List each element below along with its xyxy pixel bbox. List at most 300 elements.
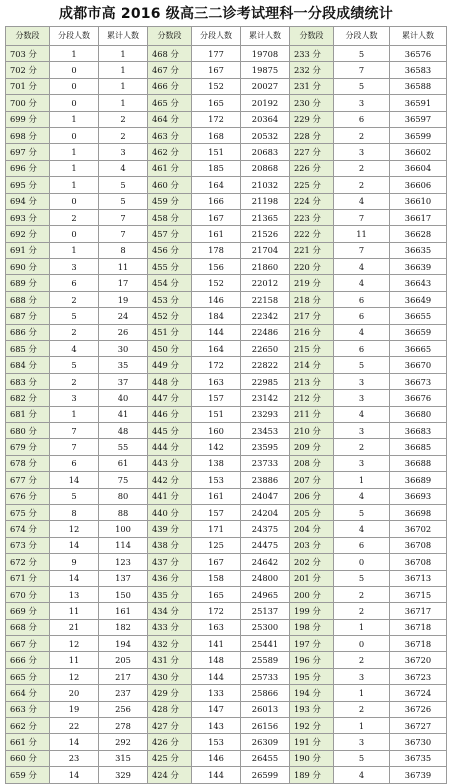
count-cell: 164 <box>192 177 241 193</box>
table-row <box>6 652 447 668</box>
score-cell: 674 分 <box>6 521 50 537</box>
score-cell: 440 分 <box>148 504 192 520</box>
score-cell: 442 分 <box>148 472 192 488</box>
cumulative-cell: 36597 <box>390 111 447 127</box>
count-cell: 1 <box>50 177 99 193</box>
cumulative-cell: 24 <box>99 308 148 324</box>
count-cell: 1 <box>50 46 99 62</box>
table-row <box>6 406 447 422</box>
score-cell: 431 分 <box>148 652 192 668</box>
score-cell: 430 分 <box>148 668 192 684</box>
cumulative-cell: 36726 <box>390 701 447 717</box>
score-cell: 205 分 <box>290 504 334 520</box>
table-row <box>6 603 447 619</box>
table-row <box>6 259 447 275</box>
cumulative-cell: 100 <box>99 521 148 537</box>
cumulative-cell: 36730 <box>390 734 447 750</box>
score-cell: 218 分 <box>290 291 334 307</box>
cumulative-cell: 1 <box>99 46 148 62</box>
count-cell: 157 <box>192 390 241 406</box>
count-cell: 167 <box>192 209 241 225</box>
count-cell: 148 <box>192 652 241 668</box>
count-cell: 2 <box>334 127 390 143</box>
cumulative-cell: 61 <box>99 455 148 471</box>
cumulative-cell: 23293 <box>241 406 290 422</box>
cumulative-cell: 1 <box>99 62 148 78</box>
cumulative-cell: 36708 <box>390 554 447 570</box>
table-row <box>6 701 447 717</box>
cumulative-cell: 22985 <box>241 373 290 389</box>
score-cell: 684 分 <box>6 357 50 373</box>
cumulative-cell: 25589 <box>241 652 290 668</box>
score-cell: 662 分 <box>6 718 50 734</box>
cumulative-cell: 36602 <box>390 144 447 160</box>
score-cell: 454 分 <box>148 275 192 291</box>
score-cell: 697 分 <box>6 144 50 160</box>
count-cell: 2 <box>50 373 99 389</box>
cumulative-cell: 5 <box>99 193 148 209</box>
cumulative-cell: 36617 <box>390 209 447 225</box>
cumulative-cell: 30 <box>99 341 148 357</box>
cumulative-cell: 23733 <box>241 455 290 471</box>
count-cell: 167 <box>192 62 241 78</box>
cumulative-cell: 5 <box>99 177 148 193</box>
cumulative-cell: 24047 <box>241 488 290 504</box>
score-cell: 213 分 <box>290 373 334 389</box>
count-cell: 14 <box>50 734 99 750</box>
score-cell: 664 分 <box>6 685 50 701</box>
cumulative-cell: 22158 <box>241 291 290 307</box>
cumulative-cell: 36583 <box>390 62 447 78</box>
cumulative-cell: 36676 <box>390 390 447 406</box>
score-cell: 230 分 <box>290 95 334 111</box>
cumulative-cell: 36727 <box>390 718 447 734</box>
count-cell: 1 <box>334 619 390 635</box>
table-body <box>6 46 447 784</box>
cumulative-cell: 88 <box>99 504 148 520</box>
count-cell: 2 <box>50 324 99 340</box>
cumulative-cell: 22486 <box>241 324 290 340</box>
score-cell: 701 分 <box>6 78 50 94</box>
cumulative-cell: 21526 <box>241 226 290 242</box>
count-cell: 5 <box>334 46 390 62</box>
count-cell: 165 <box>192 95 241 111</box>
cumulative-cell: 36680 <box>390 406 447 422</box>
table-row <box>6 718 447 734</box>
score-cell: 447 分 <box>148 390 192 406</box>
score-cell: 450 分 <box>148 341 192 357</box>
count-cell: 20 <box>50 685 99 701</box>
score-cell: 220 分 <box>290 259 334 275</box>
table-row <box>6 554 447 570</box>
count-cell: 2 <box>334 439 390 455</box>
cumulative-cell: 21365 <box>241 209 290 225</box>
cumulative-cell: 36665 <box>390 341 447 357</box>
cumulative-cell: 36685 <box>390 439 447 455</box>
score-cell: 229 分 <box>290 111 334 127</box>
count-cell: 3 <box>334 144 390 160</box>
table-row <box>6 455 447 471</box>
score-cell: 427 分 <box>148 718 192 734</box>
count-cell: 168 <box>192 127 241 143</box>
count-cell: 2 <box>334 701 390 717</box>
count-cell: 5 <box>50 357 99 373</box>
cumulative-cell: 23142 <box>241 390 290 406</box>
cumulative-cell: 24475 <box>241 537 290 553</box>
cumulative-cell: 40 <box>99 390 148 406</box>
cumulative-cell: 36670 <box>390 357 447 373</box>
table-row <box>6 636 447 652</box>
count-cell: 0 <box>334 554 390 570</box>
count-cell: 13 <box>50 586 99 602</box>
score-cell: 225 分 <box>290 177 334 193</box>
count-cell: 144 <box>192 668 241 684</box>
score-cell: 226 分 <box>290 160 334 176</box>
cumulative-cell: 24204 <box>241 504 290 520</box>
score-cell: 683 分 <box>6 373 50 389</box>
cumulative-cell: 25137 <box>241 603 290 619</box>
count-cell: 1 <box>50 242 99 258</box>
score-cell: 441 分 <box>148 488 192 504</box>
count-cell: 4 <box>334 324 390 340</box>
cumulative-cell: 36698 <box>390 504 447 520</box>
count-cell: 185 <box>192 160 241 176</box>
score-cell: 467 分 <box>148 62 192 78</box>
score-cell: 681 分 <box>6 406 50 422</box>
table-row <box>6 750 447 766</box>
cumulative-cell: 36649 <box>390 291 447 307</box>
cumulative-cell: 3 <box>99 144 148 160</box>
count-cell: 1 <box>50 160 99 176</box>
header-score: 分数段 <box>6 27 50 46</box>
score-cell: 464 分 <box>148 111 192 127</box>
count-cell: 147 <box>192 701 241 717</box>
score-cell: 204 分 <box>290 521 334 537</box>
count-cell: 1 <box>50 144 99 160</box>
cumulative-cell: 19875 <box>241 62 290 78</box>
cumulative-cell: 24642 <box>241 554 290 570</box>
count-cell: 0 <box>50 95 99 111</box>
count-cell: 4 <box>334 488 390 504</box>
score-cell: 446 分 <box>148 406 192 422</box>
count-cell: 166 <box>192 193 241 209</box>
count-cell: 14 <box>50 472 99 488</box>
cumulative-cell: 21198 <box>241 193 290 209</box>
cumulative-cell: 25441 <box>241 636 290 652</box>
count-cell: 151 <box>192 144 241 160</box>
score-cell: 690 分 <box>6 259 50 275</box>
header-cumulative: 累计人数 <box>99 27 148 46</box>
score-cell: 692 分 <box>6 226 50 242</box>
count-cell: 5 <box>334 570 390 586</box>
table-row <box>6 46 447 62</box>
cumulative-cell: 19 <box>99 291 148 307</box>
header-count: 分段人数 <box>50 27 99 46</box>
score-cell: 686 分 <box>6 324 50 340</box>
cumulative-cell: 36689 <box>390 472 447 488</box>
score-cell: 429 分 <box>148 685 192 701</box>
cumulative-cell: 22822 <box>241 357 290 373</box>
header-score: 分数段 <box>290 27 334 46</box>
count-cell: 3 <box>334 422 390 438</box>
table-row <box>6 209 447 225</box>
cumulative-cell: 2 <box>99 111 148 127</box>
count-cell: 5 <box>334 78 390 94</box>
score-cell: 665 分 <box>6 668 50 684</box>
count-cell: 1 <box>50 406 99 422</box>
count-cell: 161 <box>192 226 241 242</box>
cumulative-cell: 237 <box>99 685 148 701</box>
cumulative-cell: 150 <box>99 586 148 602</box>
count-cell: 12 <box>50 521 99 537</box>
cumulative-cell: 36673 <box>390 373 447 389</box>
score-cell: 661 分 <box>6 734 50 750</box>
cumulative-cell: 329 <box>99 767 148 783</box>
count-cell: 172 <box>192 357 241 373</box>
score-cell: 214 分 <box>290 357 334 373</box>
count-cell: 146 <box>192 750 241 766</box>
score-cell: 434 分 <box>148 603 192 619</box>
score-cell: 194 分 <box>290 685 334 701</box>
cumulative-cell: 36639 <box>390 259 447 275</box>
score-cell: 672 分 <box>6 554 50 570</box>
count-cell: 11 <box>334 226 390 242</box>
count-cell: 3 <box>334 373 390 389</box>
score-cell: 432 分 <box>148 636 192 652</box>
count-cell: 2 <box>334 652 390 668</box>
cumulative-cell: 278 <box>99 718 148 734</box>
score-cell: 452 分 <box>148 308 192 324</box>
table-row <box>6 357 447 373</box>
table-row <box>6 586 447 602</box>
cumulative-cell: 23453 <box>241 422 290 438</box>
cumulative-cell: 25300 <box>241 619 290 635</box>
count-cell: 163 <box>192 619 241 635</box>
score-cell: 444 分 <box>148 439 192 455</box>
count-cell: 184 <box>192 308 241 324</box>
score-cell: 457 分 <box>148 226 192 242</box>
cumulative-cell: 1 <box>99 78 148 94</box>
count-cell: 141 <box>192 636 241 652</box>
score-cell: 463 分 <box>148 127 192 143</box>
cumulative-cell: 24375 <box>241 521 290 537</box>
count-cell: 14 <box>50 767 99 783</box>
table-row <box>6 472 447 488</box>
cumulative-cell: 36739 <box>390 767 447 783</box>
cumulative-cell: 114 <box>99 537 148 553</box>
cumulative-cell: 36576 <box>390 46 447 62</box>
score-cell: 212 分 <box>290 390 334 406</box>
count-cell: 172 <box>192 603 241 619</box>
count-cell: 146 <box>192 291 241 307</box>
score-cell: 436 分 <box>148 570 192 586</box>
score-cell: 666 分 <box>6 652 50 668</box>
score-cell: 671 分 <box>6 570 50 586</box>
count-cell: 6 <box>50 275 99 291</box>
score-cell: 698 分 <box>6 127 50 143</box>
count-cell: 2 <box>334 586 390 602</box>
cumulative-cell: 36693 <box>390 488 447 504</box>
score-cell: 699 分 <box>6 111 50 127</box>
score-cell: 702 分 <box>6 62 50 78</box>
count-cell: 4 <box>334 521 390 537</box>
cumulative-cell: 11 <box>99 259 148 275</box>
cumulative-cell: 7 <box>99 226 148 242</box>
cumulative-cell: 315 <box>99 750 148 766</box>
count-cell: 5 <box>50 488 99 504</box>
cumulative-cell: 36718 <box>390 636 447 652</box>
score-cell: 449 分 <box>148 357 192 373</box>
count-cell: 152 <box>192 275 241 291</box>
count-cell: 144 <box>192 324 241 340</box>
count-cell: 4 <box>334 275 390 291</box>
score-cell: 435 分 <box>148 586 192 602</box>
score-cell: 459 分 <box>148 193 192 209</box>
score-cell: 208 分 <box>290 455 334 471</box>
count-cell: 163 <box>192 373 241 389</box>
header-count: 分段人数 <box>334 27 390 46</box>
cumulative-cell: 36659 <box>390 324 447 340</box>
cumulative-cell: 20683 <box>241 144 290 160</box>
count-cell: 22 <box>50 718 99 734</box>
count-cell: 153 <box>192 734 241 750</box>
cumulative-cell: 36717 <box>390 603 447 619</box>
count-cell: 12 <box>50 636 99 652</box>
cumulative-cell: 23595 <box>241 439 290 455</box>
cumulative-cell: 4 <box>99 160 148 176</box>
table-row <box>6 767 447 783</box>
score-cell: 216 分 <box>290 324 334 340</box>
cumulative-cell: 36643 <box>390 275 447 291</box>
score-cell: 466 分 <box>148 78 192 94</box>
header-score: 分数段 <box>148 27 192 46</box>
count-cell: 153 <box>192 472 241 488</box>
score-cell: 190 分 <box>290 750 334 766</box>
score-cell: 199 分 <box>290 603 334 619</box>
count-cell: 2 <box>334 177 390 193</box>
score-cell: 191 分 <box>290 734 334 750</box>
count-cell: 2 <box>50 291 99 307</box>
table-row <box>6 422 447 438</box>
score-cell: 439 分 <box>148 521 192 537</box>
table-row <box>6 504 447 520</box>
score-cell: 428 分 <box>148 701 192 717</box>
score-cell: 678 分 <box>6 455 50 471</box>
cumulative-cell: 1 <box>99 95 148 111</box>
cumulative-cell: 80 <box>99 488 148 504</box>
count-cell: 4 <box>50 341 99 357</box>
header-cumulative: 累计人数 <box>390 27 447 46</box>
count-cell: 142 <box>192 439 241 455</box>
score-cell: 691 分 <box>6 242 50 258</box>
score-cell: 433 分 <box>148 619 192 635</box>
cumulative-cell: 194 <box>99 636 148 652</box>
score-cell: 668 分 <box>6 619 50 635</box>
score-cell: 465 分 <box>148 95 192 111</box>
count-cell: 158 <box>192 570 241 586</box>
score-cell: 461 分 <box>148 160 192 176</box>
cumulative-cell: 22342 <box>241 308 290 324</box>
score-cell: 207 分 <box>290 472 334 488</box>
table-row <box>6 242 447 258</box>
score-cell: 468 分 <box>148 46 192 62</box>
score-cell: 227 分 <box>290 144 334 160</box>
header-cumulative: 累计人数 <box>241 27 290 46</box>
cumulative-cell: 2 <box>99 127 148 143</box>
score-cell: 192 分 <box>290 718 334 734</box>
table-row <box>6 390 447 406</box>
score-cell: 673 分 <box>6 537 50 553</box>
table-row <box>6 570 447 586</box>
score-cell: 425 分 <box>148 750 192 766</box>
cumulative-cell: 37 <box>99 373 148 389</box>
count-cell: 1 <box>334 472 390 488</box>
count-cell: 9 <box>50 554 99 570</box>
table-row <box>6 324 447 340</box>
cumulative-cell: 137 <box>99 570 148 586</box>
score-distribution-table <box>5 26 447 784</box>
score-cell: 700 分 <box>6 95 50 111</box>
count-cell: 144 <box>192 767 241 783</box>
score-cell: 438 分 <box>148 537 192 553</box>
cumulative-cell: 26455 <box>241 750 290 766</box>
count-cell: 151 <box>192 406 241 422</box>
count-cell: 11 <box>50 652 99 668</box>
cumulative-cell: 25866 <box>241 685 290 701</box>
score-cell: 451 分 <box>148 324 192 340</box>
count-cell: 7 <box>50 439 99 455</box>
score-cell: 224 分 <box>290 193 334 209</box>
count-cell: 3 <box>334 390 390 406</box>
table-row <box>6 62 447 78</box>
count-cell: 3 <box>334 455 390 471</box>
score-cell: 670 分 <box>6 586 50 602</box>
score-cell: 693 分 <box>6 209 50 225</box>
cumulative-cell: 256 <box>99 701 148 717</box>
score-cell: 222 分 <box>290 226 334 242</box>
score-cell: 200 分 <box>290 586 334 602</box>
cumulative-cell: 36604 <box>390 160 447 176</box>
table-row <box>6 193 447 209</box>
score-cell: 659 分 <box>6 767 50 783</box>
table-header-row <box>6 27 447 46</box>
count-cell: 167 <box>192 554 241 570</box>
score-cell: 196 分 <box>290 652 334 668</box>
count-cell: 5 <box>50 308 99 324</box>
score-cell: 215 分 <box>290 341 334 357</box>
score-cell: 680 分 <box>6 422 50 438</box>
count-cell: 125 <box>192 537 241 553</box>
score-cell: 206 分 <box>290 488 334 504</box>
cumulative-cell: 20868 <box>241 160 290 176</box>
score-cell: 676 分 <box>6 488 50 504</box>
score-cell: 233 分 <box>290 46 334 62</box>
count-cell: 6 <box>334 537 390 553</box>
table-row <box>6 488 447 504</box>
count-cell: 164 <box>192 341 241 357</box>
count-cell: 0 <box>50 62 99 78</box>
count-cell: 2 <box>334 603 390 619</box>
count-cell: 11 <box>50 603 99 619</box>
cumulative-cell: 75 <box>99 472 148 488</box>
count-cell: 138 <box>192 455 241 471</box>
score-cell: 424 分 <box>148 767 192 783</box>
count-cell: 14 <box>50 537 99 553</box>
table-row <box>6 308 447 324</box>
count-cell: 4 <box>334 259 390 275</box>
count-cell: 21 <box>50 619 99 635</box>
cumulative-cell: 36718 <box>390 619 447 635</box>
